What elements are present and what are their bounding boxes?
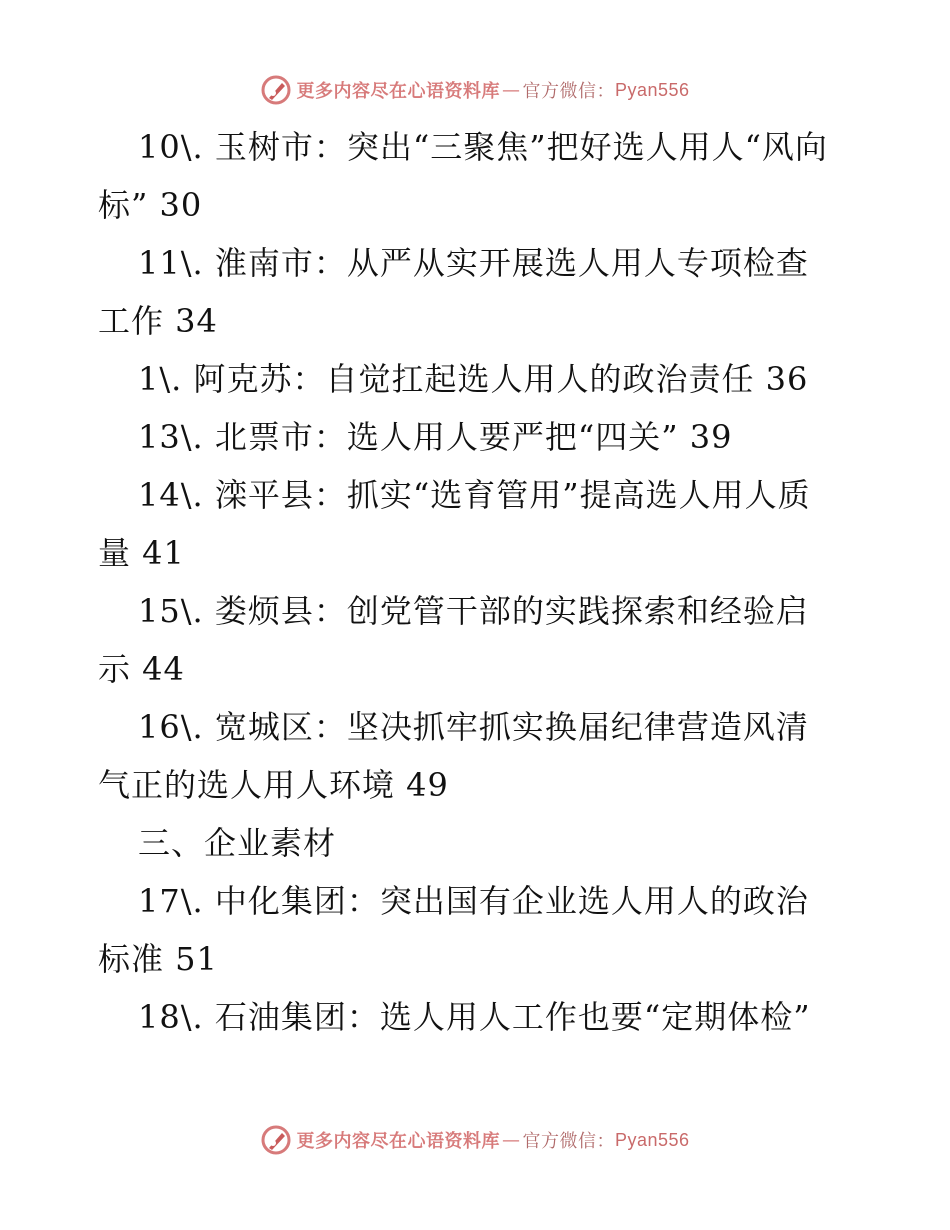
document-body <box>98 118 838 1046</box>
watermark-wechat-id: Pyan556 <box>614 1129 690 1150</box>
section-heading-enterprise: 三、企业素材 <box>138 824 337 862</box>
watermark-main-text: 更多内容尽在心语资料库 <box>296 1131 500 1152</box>
toc-entry-15: 15\. 娄烦县：创党管干部的实践探索和经验启示 44 <box>98 592 809 688</box>
watermark-dash: — <box>501 79 521 101</box>
toc-entry-11: 11\. 淮南市：从严从实开展选人用人专项检查工作 34 <box>98 244 809 340</box>
pen-logo-icon <box>260 74 292 106</box>
toc-entry-13: 13\. 北票市：选人用人要严把“四关” 39 <box>138 418 733 456</box>
toc-entry-16: 16\. 宽城区：坚决抓牢抓实换届纪律营造风清气正的选人用人环境 49 <box>98 708 809 804</box>
watermark-sub-text: 官方微信： <box>522 1131 615 1152</box>
pen-logo-icon <box>260 1124 292 1156</box>
watermark-wechat-id: Pyan556 <box>614 79 690 100</box>
watermark-dash: — <box>501 1129 521 1151</box>
toc-entry-18: 18\. 石油集团：选人用人工作也要“定期体检” <box>138 998 811 1036</box>
watermark-main-text: 更多内容尽在心语资料库 <box>296 81 500 102</box>
watermark-sub-text: 官方微信： <box>522 81 615 102</box>
toc-entry-17: 17\. 中化集团：突出国有企业选人用人的政治标准 51 <box>98 882 809 978</box>
toc-entry-12: 1\. 阿克苏：自觉扛起选人用人的政治责任 36 <box>138 360 809 398</box>
footer-watermark <box>0 1120 950 1160</box>
toc-entry-14: 14\. 滦平县：抓实“选育管用”提高选人用人质量 41 <box>98 476 811 572</box>
header-watermark <box>0 70 950 110</box>
toc-entry-10: 10\. 玉树市：突出“三聚焦”把好选人用人“风向标” 30 <box>98 128 828 224</box>
